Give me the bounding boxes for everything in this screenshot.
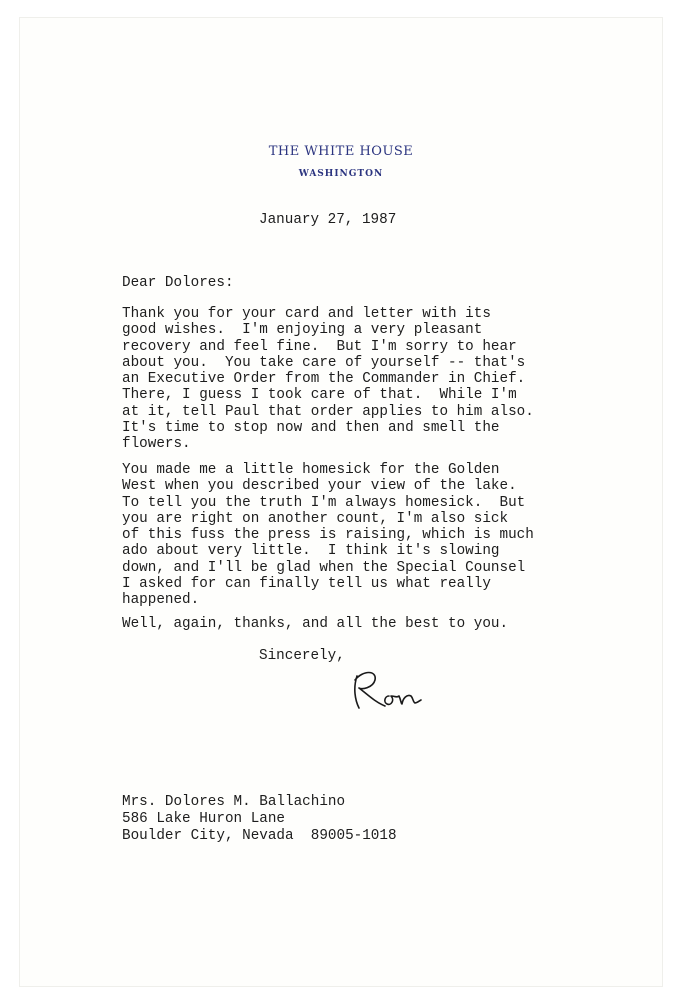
letter-date: January 27, 1987: [259, 212, 397, 228]
body-paragraph-3: Well, again, thanks, and all the best to you.: [122, 616, 509, 632]
handwritten-signature: [345, 666, 425, 714]
body-paragraph-2: You made me a little homesick for the Golden West when you described your view of the lake. To tell you the truth I'm always homesick. But you are right on another count, I'm also sick of this fuss the press is raising, which is much ado about very little. I think it's slowing down, and I'll be glad when the Special Counsel I asked for can finally tell us what really happened.: [122, 462, 534, 609]
recipient-city-state-zip: Boulder City, Nevada 89005-1018: [122, 828, 397, 844]
recipient-street: 586 Lake Huron Lane: [122, 811, 286, 827]
closing: Sincerely,: [259, 648, 345, 664]
recipient-name: Mrs. Dolores M. Ballachino: [122, 794, 346, 810]
body-paragraph-1: Thank you for your card and letter with its good wishes. I'm enjoying a very pleasant recovery and feel fine. But I'm sorry to hear about you. You take care of yourself -- that's an Executive Order from the Commander in Chief. There, I guess I took care of that. While I'm at it, tell Paul that order applies to him also. It's time to stop now and then and smell the flowers.: [122, 306, 534, 453]
salutation: Dear Dolores:: [122, 275, 234, 291]
letterhead-title: THE WHITE HOUSE: [268, 144, 414, 159]
letterhead-city: WASHINGTON: [298, 169, 384, 179]
letter-page: [20, 18, 662, 986]
